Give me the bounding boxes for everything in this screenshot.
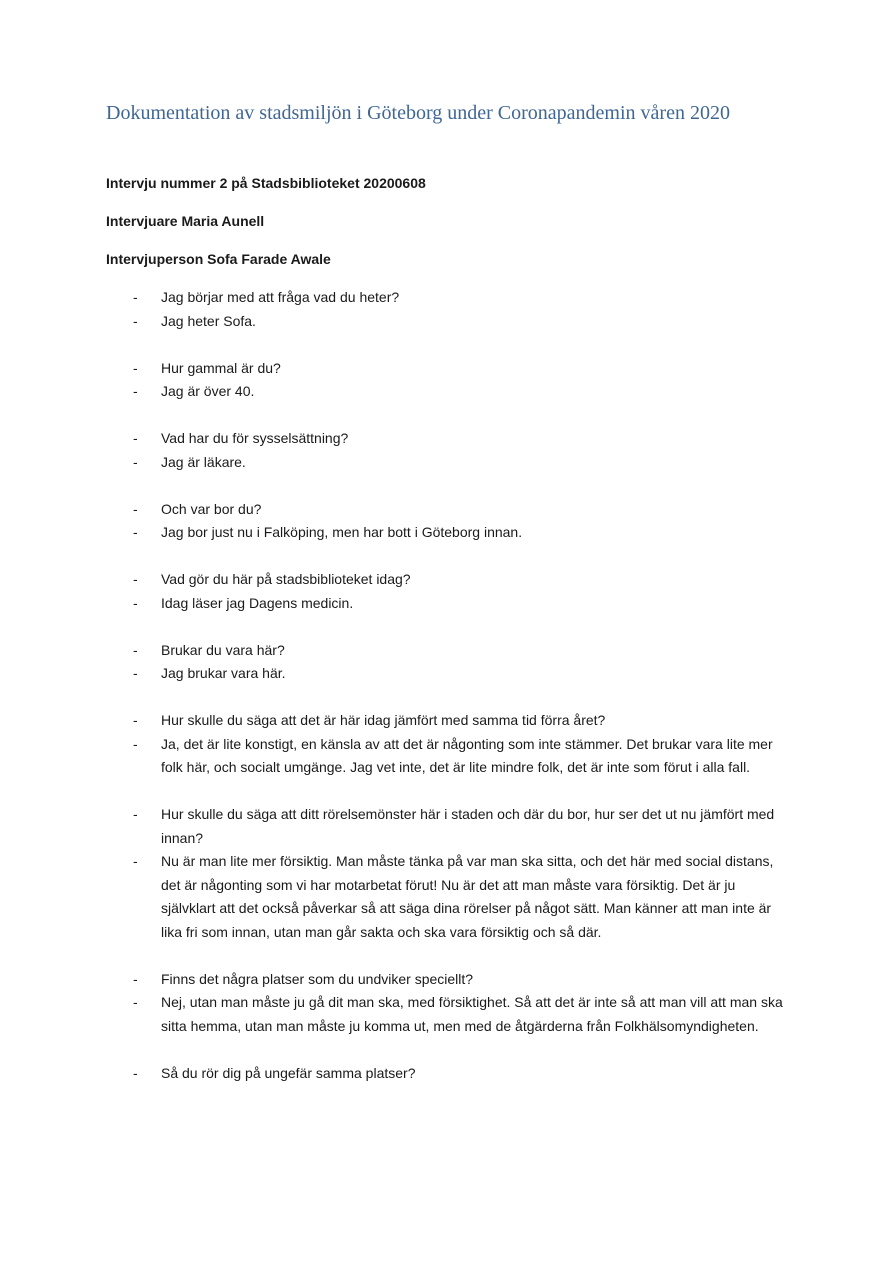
dialogue-text: Och var bor du? <box>161 500 262 517</box>
dialogue-line <box>106 991 792 1038</box>
dialogue-line <box>106 639 792 663</box>
qa-group <box>106 968 792 1039</box>
dialogue-text: Jag börjar med att fråga vad du heter? <box>161 289 400 305</box>
dialogue-list <box>106 286 792 1085</box>
qa-group <box>106 803 792 944</box>
dialogue-text: Jag är läkare. <box>161 453 246 470</box>
dialogue-line <box>106 592 792 616</box>
list-dash: - <box>133 383 138 399</box>
dialogue-text: Nu är man lite mer försiktig. Man måste tänka på var man ska sitta, och det här med social distans, det är någonting som vi har motarbetat förut! Nu är det att man måste vara försiktig. Det är ju självklart att det också påverkar så att säga dina rörelser på något sätt. Man känner att man inte är lika fri som innan, utan man går sakta och ska vara försiktig och så där. <box>161 853 774 940</box>
dialogue-line <box>106 521 792 545</box>
dialogue-text: Vad har du för sysselsättning? <box>161 430 349 446</box>
dialogue-line <box>106 310 792 334</box>
dialogue-text: Idag läser jag Dagens medicin. <box>161 594 354 611</box>
list-dash: - <box>133 594 138 611</box>
list-dash: - <box>133 312 138 329</box>
dialogue-line <box>106 286 792 310</box>
qa-group <box>106 639 792 686</box>
dialogue-text: Vad gör du här på stadsbiblioteket idag? <box>161 571 411 587</box>
dialogue-text: Jag är över 40. <box>161 383 255 399</box>
document-title: Dokumentation av stadsmiljön i Göteborg under Coronapandemin våren 2020 <box>106 102 730 124</box>
dialogue-line <box>106 498 792 522</box>
qa-group <box>106 709 792 780</box>
list-dash: - <box>133 806 138 822</box>
list-dash: - <box>133 524 138 540</box>
dialogue-text: Finns det några platser som du undviker speciellt? <box>161 970 474 987</box>
dialogue-line <box>106 709 792 733</box>
list-dash: - <box>133 289 138 305</box>
dialogue-text: Brukar du vara här? <box>161 641 285 658</box>
interviewer-name: Intervjuare Maria Aunell <box>106 213 265 229</box>
list-dash: - <box>133 571 138 587</box>
qa-group <box>106 357 792 404</box>
dialogue-line <box>106 662 792 686</box>
list-dash: - <box>133 1064 138 1081</box>
dialogue-text: Jag brukar vara här. <box>161 665 286 681</box>
qa-group <box>106 286 792 333</box>
dialogue-text: Nej, utan man måste ju gå dit man ska, med försiktighet. Så att det är inte så att man vill att man ska sitta hemma, utan man måste ju komma ut, men med de åtgärderna från Folkhälsomyndigheten. <box>161 994 783 1034</box>
dialogue-line <box>106 380 792 404</box>
dialogue-line <box>106 803 792 850</box>
list-dash: - <box>133 665 138 681</box>
qa-group <box>106 427 792 474</box>
list-dash: - <box>133 712 138 728</box>
list-dash: - <box>133 970 138 987</box>
dialogue-line <box>106 850 792 944</box>
list-dash: - <box>133 359 138 376</box>
dialogue-line <box>106 427 792 451</box>
list-dash: - <box>133 641 138 658</box>
list-dash: - <box>133 430 138 446</box>
dialogue-line <box>106 968 792 992</box>
dialogue-line <box>106 357 792 381</box>
list-dash: - <box>133 853 138 869</box>
dialogue-line <box>106 451 792 475</box>
qa-group <box>106 498 792 545</box>
dialogue-line <box>106 733 792 780</box>
qa-group <box>106 1062 792 1086</box>
dialogue-text: Hur skulle du säga att det är här idag jämfört med samma tid förra året? <box>161 712 606 728</box>
dialogue-text: Hur gammal är du? <box>161 359 281 376</box>
list-dash: - <box>133 994 138 1010</box>
interview-header: Intervju nummer 2 på Stadsbiblioteket 20200608 <box>106 175 426 191</box>
list-dash: - <box>133 500 138 517</box>
list-dash: - <box>133 735 138 752</box>
dialogue-text: Jag bor just nu i Falköping, men har bott i Göteborg innan. <box>161 524 523 540</box>
dialogue-line <box>106 568 792 592</box>
interviewee-name: Intervjuperson Sofa Farade Awale <box>106 251 331 267</box>
list-dash: - <box>133 453 138 470</box>
dialogue-text: Så du rör dig på ungefär samma platser? <box>161 1064 416 1081</box>
dialogue-text: Hur skulle du säga att ditt rörelsemönster här i staden och där du bor, hur ser det ut nu jämfört med innan? <box>161 806 775 846</box>
qa-group <box>106 568 792 615</box>
dialogue-text: Ja, det är lite konstigt, en känsla av att det är någonting som inte stämmer. Det brukar vara lite mer folk här, och socialt umgänge. Jag vet inte, det är lite mindre folk, det är inte som förut i alla fall. <box>161 735 773 775</box>
dialogue-text: Jag heter Sofa. <box>161 312 256 329</box>
dialogue-line <box>106 1062 792 1086</box>
